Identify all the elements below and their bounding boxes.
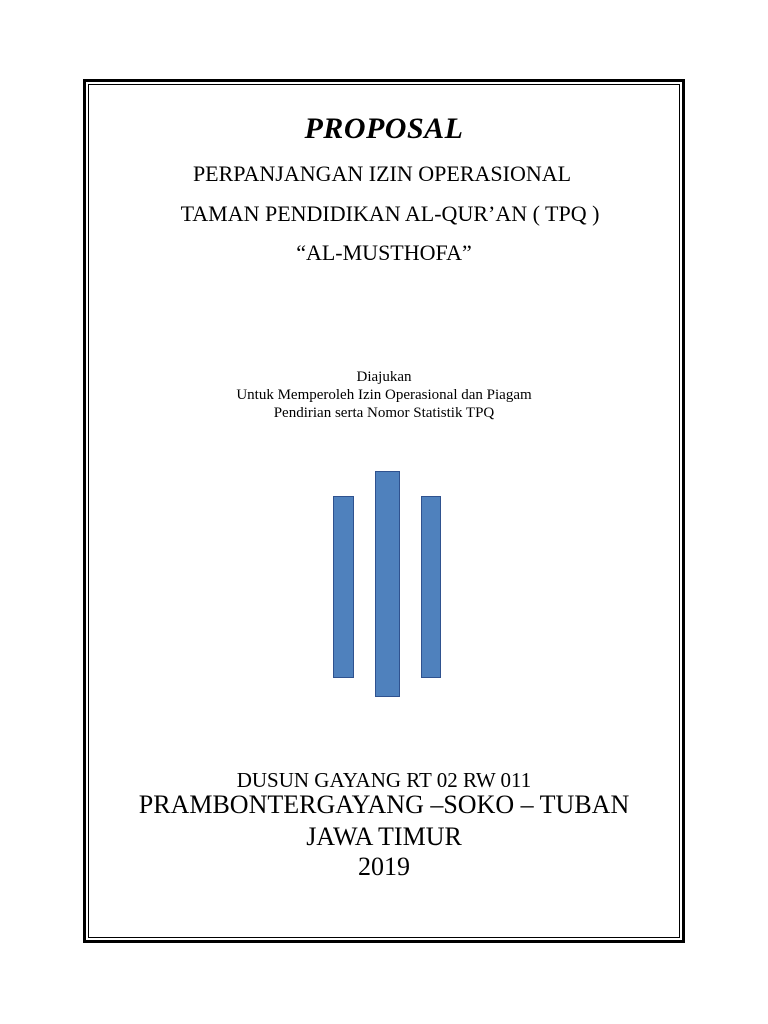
purpose-line-3: Pendirian serta Nomor Statistik TPQ — [273, 405, 495, 421]
purpose-line-2: Untuk Memperoleh Izin Operasional dan Piagam — [236, 387, 532, 403]
document-year: 2019 — [358, 852, 410, 881]
subtitle-line-1: PERPANJANGAN IZIN OPERASIONAL — [192, 161, 572, 186]
logo-bar-left — [333, 496, 354, 678]
address-line-2: PRAMBONTERGAYANG –SOKO – TUBAN — [138, 790, 630, 819]
subtitle-line-3: “AL-MUSTHOFA” — [296, 240, 472, 265]
logo-bar-middle — [375, 471, 400, 697]
subtitle-line-2: TAMAN PENDIDIKAN AL-QUR’AN ( TPQ ) — [180, 201, 600, 226]
purpose-line-1: Diajukan — [356, 369, 412, 385]
logo-bar-right — [421, 496, 441, 678]
address-line-3: JAWA TIMUR — [306, 822, 462, 851]
address-line-1: DUSUN GAYANG RT 02 RW 011 — [236, 768, 532, 792]
document-title: PROPOSAL — [304, 112, 464, 145]
